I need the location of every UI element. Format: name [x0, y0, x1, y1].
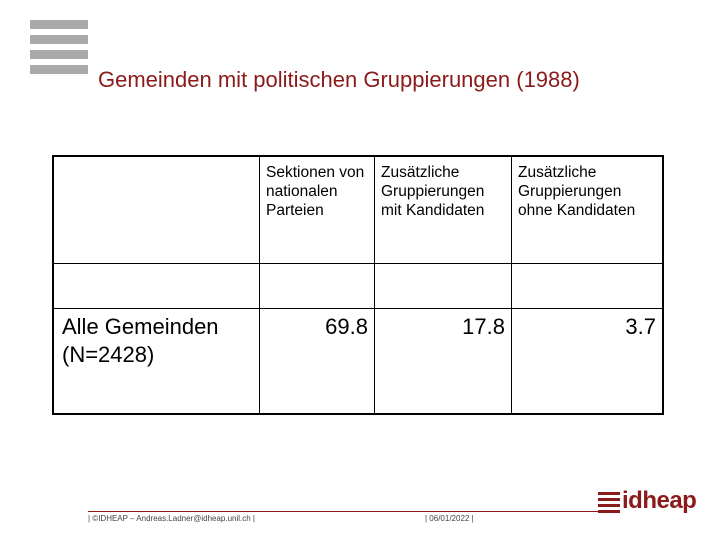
footer-divider — [88, 511, 598, 512]
row-label-cell: Alle Gemeinden (N=2428) — [53, 309, 260, 415]
logo-bar — [30, 20, 88, 29]
footer-contact: | ©IDHEAP – Andreas.Ladner@idheap.unil.ch | — [88, 514, 256, 523]
table-row — [53, 309, 663, 415]
logo-bar — [30, 65, 88, 74]
table-spacer-row — [53, 264, 663, 309]
data-table — [52, 155, 664, 415]
brand-name: idheap — [622, 487, 697, 514]
header-cell-empty — [53, 156, 260, 264]
table-header-row — [53, 156, 663, 264]
value-cell-mit-kandidaten: 17.8 — [375, 309, 512, 415]
footer-date: | 06/01/2022 | — [425, 514, 474, 523]
logo-bar — [30, 35, 88, 44]
header-cell-mit-kandidaten: Zusätzliche Gruppierungen mit Kandidaten — [375, 156, 512, 264]
logo-bar — [30, 50, 88, 59]
spacer-cell — [260, 264, 375, 309]
value-cell-ohne-kandidaten: 3.7 — [512, 309, 664, 415]
value-cell-sektionen: 69.8 — [260, 309, 375, 415]
header-cell-sektionen: Sektionen von nationalen Parteien — [260, 156, 375, 264]
spacer-cell — [512, 264, 664, 309]
header-cell-ohne-kandidaten: Zusätzliche Gruppierungen ohne Kandidaten — [512, 156, 664, 264]
spacer-cell — [375, 264, 512, 309]
slide-title: Gemeinden mit politischen Gruppierungen (1988) — [98, 66, 580, 92]
spacer-cell — [53, 264, 260, 309]
